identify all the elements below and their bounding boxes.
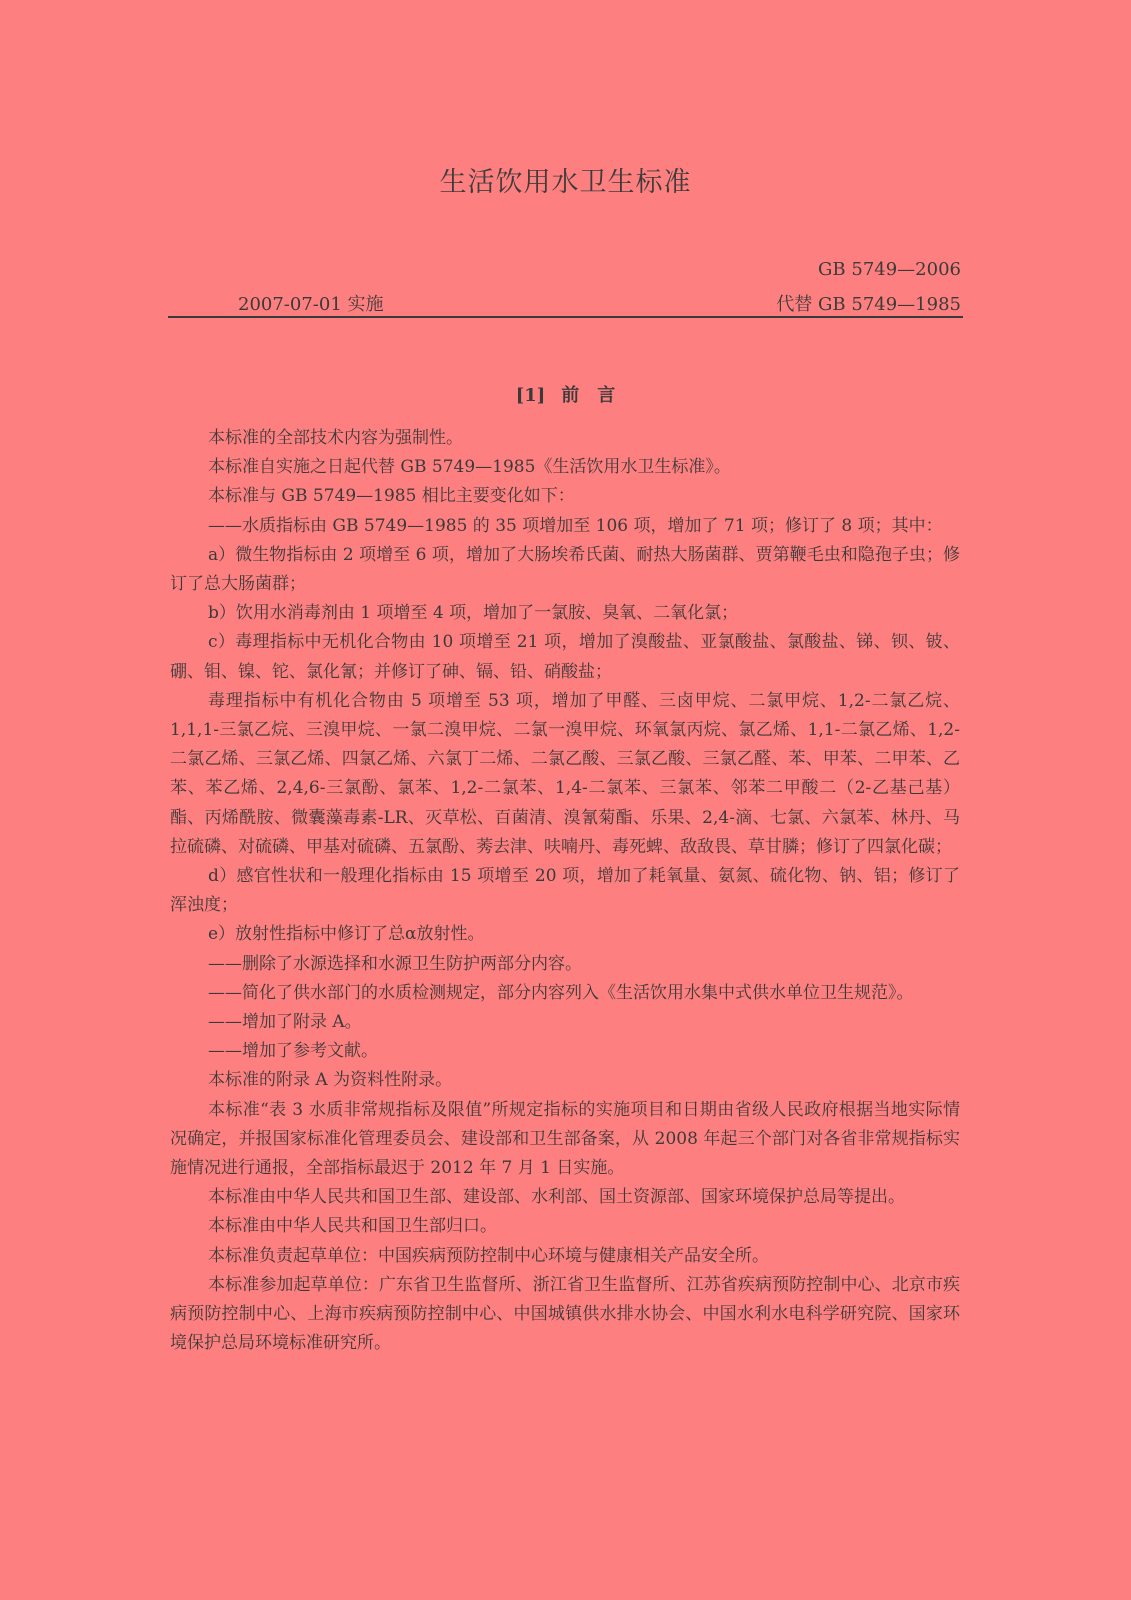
paragraph: 本标准由中华人民共和国卫生部、建设部、水利部、国土资源部、国家环境保护总局等提出。 [208,1187,905,1208]
paragraph: ——水质指标由 GB 5749—1985 的 35 项增加至 106 项，增加了 71 项；修订了 8 项；其中： [208,515,943,536]
paragraph: 本标准参加起草单位：广东省卫生监督所、浙江省卫生监督所、江苏省疾病预防控制中心、北京市疾病预防控制中心、上海市疾病预防控制中心、中国城镇供水排水协会、中国水利水电科学研究院、国家环境保护总局环境标准研究所。 [170,1274,960,1354]
paragraph: b）饮用水消毒剂由 1 项增至 4 项，增加了一氯胺、臭氧、二氧化氯； [208,603,739,624]
paragraph: a）微生物指标由 2 项增至 6 项，增加了大肠埃希氏菌、耐热大肠菌群、贾第鞭毛虫和隐孢子虫；修订了总大肠菌群； [170,544,960,595]
paragraph: 本标准由中华人民共和国卫生部归口。 [208,1216,497,1237]
paragraph: 本标准负责起草单位：中国疾病预防控制中心环境与健康相关产品安全所。 [208,1245,769,1266]
paragraph: c）毒理指标中无机化合物由 10 项增至 21 项，增加了溴酸盐、亚氯酸盐、氯酸盐、锑、钡、铍、硼、钼、镍、铊、氯化氰；并修订了砷、镉、铅、硝酸盐； [170,632,960,682]
replaces-standard: 代替 GB 5749—1985 [776,294,961,315]
implementation-date: 2007-07-01 实施 [238,294,384,315]
standard-code: GB 5749—2006 [818,259,961,280]
foreword-label: [1] [515,385,546,406]
foreword-heading [0,381,1131,407]
document-title: 生活饮用水卫生标准 [439,167,692,198]
paragraph: ——增加了参考文献。 [208,1041,378,1062]
paragraph: 本标准与 GB 5749—1985 相比主要变化如下： [208,486,575,507]
paragraph: ——简化了供水部门的水质检测规定，部分内容列入《生活饮用水集中式供水单位卫生规范》。 [208,982,914,1003]
paragraph: ——增加了附录 A。 [208,1012,362,1033]
paragraph: 本标准“表 3 水质非常规指标及限值”所规定指标的实施项目和日期由省级人民政府根据当地实际情况确定，并报国家标准化管理委员会、建设部和卫生部备案，从 2008 年起三个部门对各省非常规指标实施情况进行通报，全部指标最迟于 2012 年 7 月 1 日实施。 [170,1099,960,1179]
paragraph: ——删除了水源选择和水源卫生防护两部分内容。 [208,953,582,974]
paragraph: 本标准的全部技术内容为强制性。 [208,428,463,448]
paragraph: 本标准的附录 A 为资料性附录。 [208,1070,453,1091]
paragraph: d）感官性状和一般理化指标由 15 项增至 20 项，增加了耗氧量、氨氮、硫化物、钠、铝；修订了浑浊度； [170,866,960,916]
paragraph: e）放射性指标中修订了总α放射性。 [208,924,485,945]
header-rule [168,316,963,318]
foreword-title: 前 言 [561,385,616,406]
paragraph: 本标准自实施之日起代替 GB 5749—1985《生活饮用水卫生标准》。 [208,457,731,478]
paragraph: 毒理指标中有机化合物由 5 项增至 53 项，增加了甲醛、三卤甲烷、二氯甲烷、1,2-二氯乙烷、1,1,1-三氯乙烷、三溴甲烷、一氯二溴甲烷、二氯一溴甲烷、环氧氯丙烷、氯乙烯、1,1-二氯乙烯、1,2-二氯乙烯、三氯乙烯、四氯乙烯、六氯丁二烯、二氯乙酸、三氯乙酸、三氯乙醛、苯、甲苯、二甲苯、乙苯、苯乙烯、2,4,6-三氯酚、氯苯、1,2-二氯苯、1,4-二氯苯、三氯苯、邻苯二甲酸二（2-乙基己基）酯、丙烯酰胺、微囊藻毒素-LR、灭草松、百菌清、溴氰菊酯、乐果、2,4-滴、七氯、六氯苯、林丹、马拉硫磷、对硫磷、甲基对硫磷、五氯酚、莠去津、呋喃丹、毒死蜱、敌敌畏、草甘膦；修订了四氯化碳； [170,690,960,857]
foreword-body [170,424,960,1359]
